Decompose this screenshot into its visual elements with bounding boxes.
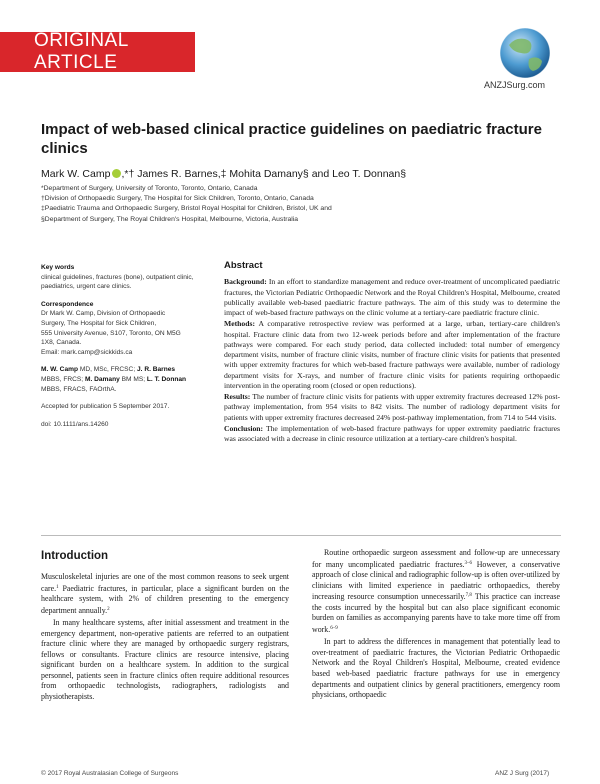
keywords-label: Key words: [41, 264, 75, 271]
abstract: [224, 261, 560, 445]
article-type-banner: [0, 32, 195, 72]
affiliation: *Department of Surgery, University of Toronto, Toronto, Ontario, Canada: [41, 185, 258, 192]
first-author-marks: ,*†: [121, 168, 135, 180]
paragraph: Routine orthopaedic surgeon assessment and follow-up are unnecessary for many uncomplicated paediatric fractures.$^{3-6}$ However, a conservative approach of close clinical and radiographic follow-up is often over-utilized by clinicians with limited experience in paediatric orthopaedics, thereby increasing resource consumption unnecessarily.$^{7,8}$ This practice can increase the costs incurred by the hospital but can also place significant economic burden on families as accompanying parents have to take more time off from work.$^{6-9}$: [312, 548, 561, 634]
abstract-heading: Abstract: [224, 260, 263, 271]
affiliation: ‡Paediatric Trauma and Orthopaedic Surgery, Bristol Royal Hospital for Children, Bristol, UK and: [41, 205, 332, 213]
credential-name: M. W. Camp: [41, 366, 78, 374]
correspondence-line: Surgery, The Hospital for Sick Children,: [41, 319, 157, 327]
section-divider: [41, 535, 561, 536]
article-title: Impact of web-based clinical practice guidelines on paediatric fracture clinics: [41, 121, 542, 157]
abstract-methods: Methods: A comparative retrospective review was performed at a large, urban, tertiary-care children's hospital. Fracture clinic data from two 12-week periods before and after implementation of the fracture pathways were compared. For each study period, data collected included: total number of emergency department visits, number of fracture clinic visits, number of fracture clinic visits for patients that presented with upper extremity fractures for which web-based fracture pathways were available, number of radiology department visits for X-rays, and number of fracture clinic visits for patients requiring orthopaedic intervention in the operating room (closed or open reductions).: [224, 319, 560, 390]
journal-globe-logo-icon: [495, 25, 555, 85]
abstract-conclusion: Conclusion: The implementation of web-based fracture pathways for upper extremity paediatric fractures was associated with a decrease in clinic resource utilization at a tertiary-care children's hospital.: [224, 423, 560, 443]
correspondence-label: Correspondence: [41, 300, 94, 308]
affiliation: †Division of Orthopaedic Surgery, The Hospital for Sick Children, Toronto, Ontario, Canada: [41, 195, 314, 203]
correspondence-line: 555 University Avenue, S107, Toronto, ON M5G: [41, 329, 181, 337]
credential-name: M. Damany: [84, 375, 120, 383]
credential-quals: MBBS, FRACS, FAOrthA.: [41, 385, 117, 393]
author-list: [41, 168, 561, 180]
keywords: clinical guidelines, fractures (bone), outpatient clinic, paediatrics, urgent care clinics.: [41, 273, 194, 291]
body-column-left: [41, 572, 289, 703]
affiliation: §Department of Surgery, The Royal Children's Hospital, Melbourne, Victoria, Australia: [41, 215, 299, 223]
correspondence-line: 1X8, Canada.: [41, 339, 82, 347]
abstract-background: Background: In an effort to standardize management and reduce over-treatment of uncomplicated paediatric fractures, the Victorian Pediatric Orthopaedic Network and the Royal Children's Hospital, Melbourne, created publically available web-based paediatric fracture pathways. The aim of this study was to determine the impact of web-based fracture pathways on the clinic volume at a tertiary-care paediatric fracture clinic.: [224, 277, 560, 317]
credential-quals: MD, MSc, FRCSC;: [78, 366, 137, 374]
footer-copyright: © 2017 Royal Australasian College of Surgeons: [41, 770, 179, 777]
article-type-label: ORIGINAL ARTICLE: [34, 30, 129, 73]
paragraph: Musculoskeletal injuries are one of the most common reasons to seek urgent care.$^1$ Paediatric fractures, in particular, place a significant burden on the healthcare system, with 2% of children presenting to the emergency department annually.$^2$: [41, 572, 289, 615]
author-credentials: [41, 365, 211, 394]
paragraph: In many healthcare systems, after initial assessment and treatment in the emergency department, non-operative patients are referred to an outpatient fracture clinic where they are managed by orthopaedic surgery registrars, fellows or consultants. Fracture clinics are resource intensive, placing significant burden on a healthcare system. In addition to the surgical personnel, patients seen in fracture clinics often require additional resources from orthopaedic technologists, radiographers, radiologists and physiotherapists.: [41, 618, 289, 702]
credential-quals: BM MS;: [119, 375, 147, 383]
accepted-date: Accepted for publication 5 September 2017.: [41, 403, 170, 411]
first-author[interactable]: Mark W. Camp: [41, 168, 111, 180]
correspondence-line: Dr Mark W. Camp, Division of Orthopaedic: [41, 310, 166, 318]
body-column-right: [312, 548, 560, 701]
other-authors: James R. Barnes,‡ Mohita Damany§ and Leo T. Donnan§: [134, 168, 407, 180]
affiliations: [41, 184, 571, 225]
abstract-results: Results: The number of fracture clinic visits for patients with upper extremity fractures decreased 12% post-pathway implementation, from 954 visits to 842 visits. The number of radiology department visits for patients with upper extremity fractures decreased 24% post-pathway implementation, from 714 to 544 visits.: [224, 392, 560, 422]
doi[interactable]: doi: 10.1111/ans.14260: [41, 420, 109, 428]
article-sidebar: [41, 263, 211, 437]
credential-name: J. R. Barnes: [136, 366, 176, 374]
credential-name: L. T. Donnan: [146, 375, 187, 383]
footer-journal: ANZ J Surg (2017): [495, 770, 550, 777]
credential-quals: MBBS, FRCS;: [41, 375, 85, 383]
correspondence-email[interactable]: Email: mark.camp@sickkids.ca: [41, 348, 133, 356]
paragraph: In part to address the differences in management that potentially lead to over-treatment of paediatric fractures, the Victorian Pediatric Orthopaedic Network and the Royal Children's Hospital, Melbourne, created evidence based web-based paediatric fracture pathways for use in emergency departments and outpatient clinics by general practitioners, emergency room physicians, orthopaedic: [312, 637, 560, 700]
introduction-heading: Introduction: [41, 550, 109, 562]
journal-site[interactable]: ANZJSurg.com: [484, 80, 546, 90]
